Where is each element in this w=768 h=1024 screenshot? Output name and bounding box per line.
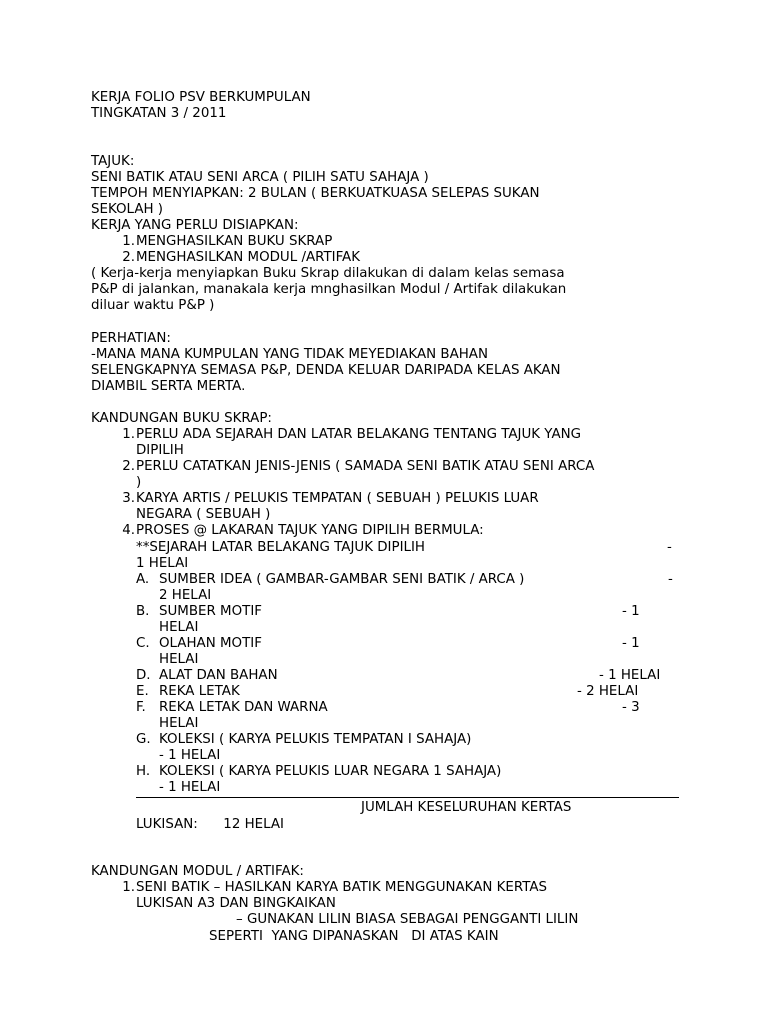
sub-item: REKA LETAK DAN WARNA (159, 700, 328, 715)
note-line: P&P di jalankan, manakala kerja mnghasilkan Modul / Artifak dilakukan (91, 282, 567, 297)
sub-count: - 2 HELAI (577, 684, 639, 699)
sub-count-cont: - 1 HELAI (159, 748, 221, 763)
list-item-cont: NEGARA ( SEBUAH ) (136, 507, 271, 522)
total-value: LUKISAN: 12 HELAI (136, 817, 285, 832)
list-item: MENGHASILKAN MODUL /ARTIFAK (136, 250, 360, 265)
list-item: PROSES @ LAKARAN TAJUK YANG DIPILIH BERMULA: (136, 523, 484, 538)
sub-item: KOLEKSI ( KARYA PELUKIS TEMPATAN I SAHAJA) (159, 732, 472, 747)
sub-marker: F. (136, 700, 146, 715)
sub-marker: C. (136, 636, 150, 651)
note-line: diluar waktu P&P ) (91, 298, 215, 313)
sub-count-cont: HELAI (159, 716, 199, 731)
perhatian-line: DIAMBIL SERTA MERTA. (91, 379, 246, 394)
sub-item: ALAT DAN BAHAN (159, 668, 278, 683)
sub-item: REKA LETAK (159, 684, 240, 699)
list-marker: 1. (122, 234, 135, 249)
sub-marker: B. (136, 604, 150, 619)
sejarah-count: 1 HELAI (136, 556, 189, 571)
perhatian-line: -MANA MANA KUMPULAN YANG TIDAK MEYEDIAKAN BAHAN (91, 347, 488, 362)
sejarah-dash: - (667, 540, 672, 555)
sub-count: - (668, 572, 673, 587)
list-marker: 2. (122, 250, 135, 265)
doc-title: KERJA FOLIO PSV BERKUMPULAN (91, 90, 311, 105)
sub-item: KOLEKSI ( KARYA PELUKIS LUAR NEGARA 1 SAHAJA) (159, 764, 502, 779)
perhatian-heading: PERHATIAN: (91, 331, 171, 346)
list-item: MENGHASILKAN BUKU SKRAP (136, 234, 333, 249)
sub-count-cont: 2 HELAI (159, 588, 212, 603)
sub-marker: D. (136, 668, 151, 683)
sub-count: - 1 (622, 636, 640, 651)
sub-count-cont: HELAI (159, 652, 199, 667)
sub-marker: G. (136, 732, 151, 747)
list-marker: 1. (122, 880, 135, 895)
list-item-cont: LUKISAN A3 DAN BINGKAIKAN (136, 896, 336, 911)
sub-count: - 3 (622, 700, 640, 715)
tempoh-line: TEMPOH MENYIAPKAN: 2 BULAN ( BERKUATKUASA SELEPAS SUKAN (91, 186, 540, 201)
sub-marker: H. (136, 764, 151, 779)
list-marker: 3. (122, 491, 135, 506)
sub-count: - 1 HELAI (599, 668, 661, 683)
list-item: SENI BATIK – HASILKAN KARYA BATIK MENGGUNAKAN KERTAS (136, 880, 548, 895)
sejarah-line: **SEJARAH LATAR BELAKANG TAJUK DIPILIH (136, 540, 426, 555)
list-item: KARYA ARTIS / PELUKIS TEMPATAN ( SEBUAH ) PELUKIS LUAR (136, 491, 539, 506)
sub-count-cont: - 1 HELAI (159, 780, 221, 795)
tajuk-line: SENI BATIK ATAU SENI ARCA ( PILIH SATU SAHAJA ) (91, 170, 429, 185)
sub-item: SUMBER IDEA ( GAMBAR-GAMBAR SENI BATIK / ARCA ) (159, 572, 525, 587)
kerja-heading: KERJA YANG PERLU DISIAPKAN: (91, 218, 299, 233)
modul-heading: KANDUNGAN MODUL / ARTIFAK: (91, 864, 304, 879)
sub-item: SUMBER MOTIF (159, 604, 262, 619)
list-item-cont: ) (136, 475, 142, 490)
list-marker: 2. (122, 459, 135, 474)
doc-subtitle: TINGKATAN 3 / 2011 (91, 106, 227, 121)
tajuk-heading: TAJUK: (91, 154, 135, 169)
modul-cont: SEPERTI YANG DIPANASKAN DI ATAS KAIN (209, 929, 499, 944)
buku-skrap-heading: KANDUNGAN BUKU SKRAP: (91, 411, 272, 426)
sub-marker: A. (136, 572, 150, 587)
tempoh-line-cont: SEKOLAH ) (91, 202, 164, 217)
total-label: JUMLAH KESELURUHAN KERTAS (361, 800, 572, 815)
list-item: PERLU CATATKAN JENIS-JENIS ( SAMADA SENI BATIK ATAU SENI ARCA (136, 459, 595, 474)
list-item-cont: DIPILIH (136, 443, 184, 458)
sub-item: OLAHAN MOTIF (159, 636, 262, 651)
list-marker: 4. (122, 523, 135, 538)
list-marker: 1. (122, 427, 135, 442)
sub-count: - 1 (622, 604, 640, 619)
list-item: PERLU ADA SEJARAH DAN LATAR BELAKANG TENTANG TAJUK YANG (136, 427, 581, 442)
sub-marker: E. (136, 684, 149, 699)
total-rule (136, 797, 679, 798)
perhatian-line: SELENGKAPNYA SEMASA P&P, DENDA KELUAR DARIPADA KELAS AKAN (91, 363, 561, 378)
note-line: ( Kerja-kerja menyiapkan Buku Skrap dilakukan di dalam kelas semasa (91, 266, 565, 281)
sub-count-cont: HELAI (159, 620, 199, 635)
modul-cont: – GUNAKAN LILIN BIASA SEBAGAI PENGGANTI LILIN (236, 912, 579, 927)
